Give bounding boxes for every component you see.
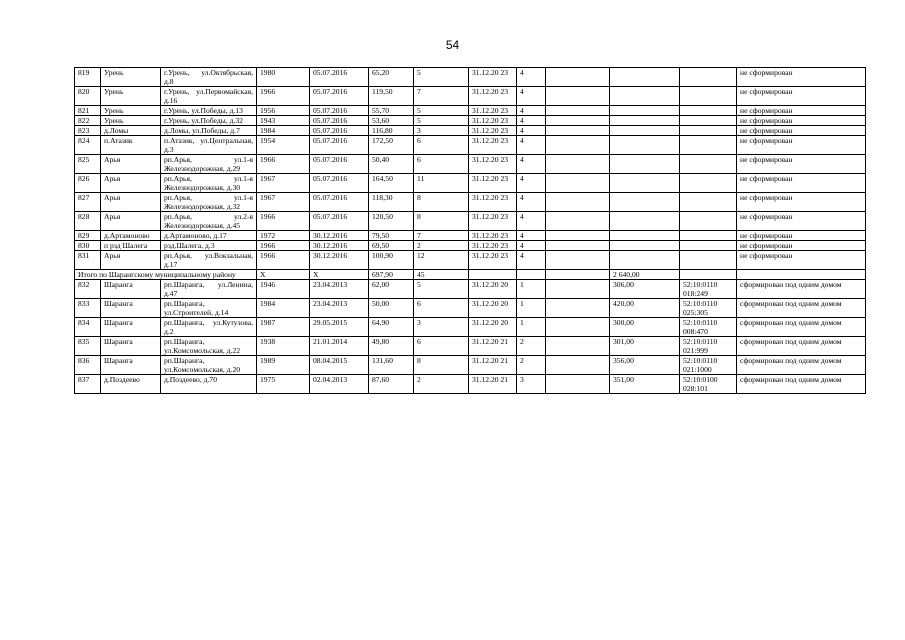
- table-row: [75, 126, 866, 136]
- cell-land-status: сформирован под одним домом: [737, 280, 866, 299]
- cell-stage: 2: [517, 356, 546, 375]
- cell-area: 79,50: [369, 231, 414, 241]
- cell-area: 87,60: [369, 375, 414, 394]
- total-row-date: Х: [310, 270, 369, 280]
- cell-stage: 4: [517, 155, 546, 174]
- cell-build-year: 1980: [257, 68, 310, 87]
- cell-stage: 1: [517, 318, 546, 337]
- cell-build-year: 1956: [257, 106, 310, 116]
- cell-build-year: 1987: [257, 318, 310, 337]
- cell-cadastral-number: 52:10:0110 018:249: [680, 280, 737, 299]
- total-row: [75, 270, 866, 280]
- cell-land-status: сформирован под одним домом: [737, 299, 866, 318]
- cell-amount: 301,00: [610, 337, 680, 356]
- cell-build-year: 1954: [257, 136, 310, 155]
- cell-land-status: не сформирован: [737, 126, 866, 136]
- cell-land-status: не сформирован: [737, 155, 866, 174]
- cell-amount: [610, 241, 680, 251]
- page-number: 54: [445, 38, 460, 52]
- cell-address: г.Урень, ул.Победы, д.32: [161, 116, 257, 126]
- cell-settlement: д.Поздеево: [101, 375, 161, 394]
- table-row: [75, 251, 866, 270]
- cell-address: д.Поздеево, д.70: [161, 375, 257, 394]
- cell-amount: [610, 136, 680, 155]
- table-row: [75, 299, 866, 318]
- cell-residents: 2: [414, 241, 469, 251]
- cell-settlement: Урень: [101, 68, 161, 87]
- cell-address: г.Урень, ул.Первомайская, д.16: [161, 87, 257, 106]
- cell-deadline: 31.12.20 23: [469, 68, 517, 87]
- cell-stage: 4: [517, 116, 546, 126]
- cell-deadline: 31.12.20 23: [469, 126, 517, 136]
- cell-residents: 6: [414, 337, 469, 356]
- table-row: [75, 231, 866, 241]
- cell-settlement: д.Ломы: [101, 126, 161, 136]
- cell-area: 172,50: [369, 136, 414, 155]
- table-body-total: [75, 270, 866, 280]
- cell-build-year: 1966: [257, 241, 310, 251]
- cell-address: рп.Шаранга, ул.Строителей, д.14: [161, 299, 257, 318]
- cell-stage: 4: [517, 251, 546, 270]
- cell-recognition-date: 05.07.2016: [310, 126, 369, 136]
- cell-residents: 12: [414, 251, 469, 270]
- cell-residents: 8: [414, 356, 469, 375]
- cell-amount: 420,00: [610, 299, 680, 318]
- cell-address: рп.Шаранга, ул.Ленина, д.47: [161, 280, 257, 299]
- cell-cadastral-number: [680, 241, 737, 251]
- cell-recognition-date: 21.01.2014: [310, 337, 369, 356]
- cell-build-year: 1966: [257, 87, 310, 106]
- cell-cadastral-number: [680, 193, 737, 212]
- cell-settlement: Урень: [101, 106, 161, 116]
- cell-area: 120,50: [369, 212, 414, 231]
- cell-residents: 5: [414, 106, 469, 116]
- cell-area: 49,80: [369, 337, 414, 356]
- cell-address: рзд.Шалега, д.3: [161, 241, 257, 251]
- table-row: [75, 193, 866, 212]
- cell-settlement: Шаранга: [101, 356, 161, 375]
- cell-deadline: 31.12.20 21: [469, 375, 517, 394]
- cell-empty-cell: [546, 241, 610, 251]
- cell-stage: 4: [517, 241, 546, 251]
- cell-cadastral-number: [680, 68, 737, 87]
- cell-cadastral-number: [680, 106, 737, 116]
- cell-cadastral-number: 52:10:0110 025:305: [680, 299, 737, 318]
- cell-cadastral-number: [680, 87, 737, 106]
- cell-row-number: 823: [75, 126, 101, 136]
- cell-area: 50,40: [369, 155, 414, 174]
- cell-deadline: 31.12.20 23: [469, 212, 517, 231]
- cell-cadastral-number: 52:10:0110 008:470: [680, 318, 737, 337]
- cell-stage: 4: [517, 193, 546, 212]
- cell-residents: 7: [414, 231, 469, 241]
- table-row: [75, 106, 866, 116]
- table-row: [75, 337, 866, 356]
- cell-cadastral-number: 52:10:0110 021:1000: [680, 356, 737, 375]
- cell-land-status: не сформирован: [737, 116, 866, 126]
- cell-land-status: сформирован под одним домом: [737, 356, 866, 375]
- cell-address: рп.Арья, ул.1-я Железнодорожная, д.30: [161, 174, 257, 193]
- cell-settlement: Арья: [101, 193, 161, 212]
- cell-land-status: не сформирован: [737, 136, 866, 155]
- cell-empty-cell: [546, 356, 610, 375]
- cell-residents: 5: [414, 116, 469, 126]
- cell-row-number: 830: [75, 241, 101, 251]
- cell-recognition-date: 05.07.2016: [310, 136, 369, 155]
- table-row: [75, 318, 866, 337]
- cell-deadline: 31.12.20 20: [469, 318, 517, 337]
- cell-land-status: не сформирован: [737, 231, 866, 241]
- cell-stage: 4: [517, 136, 546, 155]
- cell-residents: 8: [414, 212, 469, 231]
- cell-row-number: 832: [75, 280, 101, 299]
- cell-cadastral-number: [680, 251, 737, 270]
- cell-deadline: 31.12.20 23: [469, 106, 517, 116]
- table-row: [75, 87, 866, 106]
- cell-recognition-date: 02.04.2013: [310, 375, 369, 394]
- total-row-area: 697,90: [369, 270, 414, 280]
- cell-build-year: 1984: [257, 126, 310, 136]
- cell-row-number: 826: [75, 174, 101, 193]
- cell-deadline: 31.12.20 21: [469, 356, 517, 375]
- cell-row-number: 828: [75, 212, 101, 231]
- cell-residents: 7: [414, 87, 469, 106]
- cell-area: 119,50: [369, 87, 414, 106]
- cell-row-number: 825: [75, 155, 101, 174]
- cell-amount: [610, 155, 680, 174]
- cell-deadline: 31.12.20 20: [469, 280, 517, 299]
- cell-settlement: Урень: [101, 116, 161, 126]
- cell-stage: 4: [517, 68, 546, 87]
- cell-stage: 2: [517, 337, 546, 356]
- table-row: [75, 280, 866, 299]
- cell-recognition-date: 05.07.2016: [310, 87, 369, 106]
- total-row-empty-cell: [546, 270, 610, 280]
- cell-deadline: 31.12.20 23: [469, 136, 517, 155]
- cell-stage: 4: [517, 106, 546, 116]
- cell-residents: 5: [414, 280, 469, 299]
- cell-settlement: Арья: [101, 251, 161, 270]
- cell-area: 62,00: [369, 280, 414, 299]
- cell-settlement: п рзд Шалега: [101, 241, 161, 251]
- cell-amount: [610, 251, 680, 270]
- cell-land-status: сформирован под одним домом: [737, 318, 866, 337]
- cell-settlement: Шаранга: [101, 280, 161, 299]
- table-row: [75, 212, 866, 231]
- cell-cadastral-number: 52:10:0100 028:101: [680, 375, 737, 394]
- table-row: [75, 136, 866, 155]
- cell-deadline: 31.12.20 23: [469, 174, 517, 193]
- total-row-people: 45: [414, 270, 469, 280]
- cell-row-number: 824: [75, 136, 101, 155]
- cell-land-status: сформирован под одним домом: [737, 375, 866, 394]
- cell-recognition-date: 23.04.2013: [310, 299, 369, 318]
- cell-row-number: 821: [75, 106, 101, 116]
- cell-stage: 4: [517, 126, 546, 136]
- cell-stage: 1: [517, 280, 546, 299]
- cell-deadline: 31.12.20 23: [469, 241, 517, 251]
- cell-land-status: не сформирован: [737, 68, 866, 87]
- cell-recognition-date: 23.04.2013: [310, 280, 369, 299]
- cell-land-status: не сформирован: [737, 193, 866, 212]
- cell-empty-cell: [546, 375, 610, 394]
- cell-empty-cell: [546, 337, 610, 356]
- cell-build-year: 1989: [257, 356, 310, 375]
- cell-settlement: Шаранга: [101, 337, 161, 356]
- cell-stage: 1: [517, 299, 546, 318]
- cell-cadastral-number: [680, 174, 737, 193]
- cell-empty-cell: [546, 116, 610, 126]
- cell-row-number: 820: [75, 87, 101, 106]
- cell-area: 53,60: [369, 116, 414, 126]
- cell-residents: 5: [414, 68, 469, 87]
- cell-settlement: Арья: [101, 212, 161, 231]
- cell-address: д.Артамоново, д.17: [161, 231, 257, 241]
- cell-empty-cell: [546, 106, 610, 116]
- cell-residents: 6: [414, 155, 469, 174]
- cell-empty-cell: [546, 251, 610, 270]
- cell-land-status: не сформирован: [737, 251, 866, 270]
- total-row-year: Х: [257, 270, 310, 280]
- cell-empty-cell: [546, 231, 610, 241]
- cell-empty-cell: [546, 212, 610, 231]
- cell-amount: [610, 126, 680, 136]
- cell-area: 65,20: [369, 68, 414, 87]
- total-row-amount: 2 640,00: [610, 270, 680, 280]
- housing-registry-table: [74, 67, 866, 394]
- cell-recognition-date: 30.12.2016: [310, 251, 369, 270]
- cell-settlement: Шаранга: [101, 318, 161, 337]
- cell-row-number: 833: [75, 299, 101, 318]
- cell-empty-cell: [546, 68, 610, 87]
- cell-area: 55,70: [369, 106, 414, 116]
- cell-build-year: 1966: [257, 251, 310, 270]
- cell-empty-cell: [546, 136, 610, 155]
- cell-land-status: не сформирован: [737, 212, 866, 231]
- cell-amount: 356,00: [610, 356, 680, 375]
- cell-land-status: не сформирован: [737, 87, 866, 106]
- cell-empty-cell: [546, 299, 610, 318]
- cell-cadastral-number: [680, 126, 737, 136]
- cell-amount: [610, 174, 680, 193]
- cell-residents: 2: [414, 375, 469, 394]
- cell-stage: 4: [517, 231, 546, 241]
- cell-recognition-date: 05.07.2016: [310, 116, 369, 126]
- cell-recognition-date: 30.12.2016: [310, 241, 369, 251]
- cell-recognition-date: 05.07.2016: [310, 68, 369, 87]
- cell-address: рп.Арья, ул.2-я Железнодорожная, д.45: [161, 212, 257, 231]
- cell-residents: 11: [414, 174, 469, 193]
- cell-amount: [610, 212, 680, 231]
- table-row: [75, 241, 866, 251]
- total-row-empty-cell: [469, 270, 517, 280]
- cell-address: рп.Шаранга, ул.Комсомольская, д.20: [161, 356, 257, 375]
- cell-address: рп.Арья, ул.1-я Железнодорожная, д.29: [161, 155, 257, 174]
- total-row-empty-cell: [737, 270, 866, 280]
- cell-stage: 3: [517, 375, 546, 394]
- cell-deadline: 31.12.20 23: [469, 116, 517, 126]
- cell-recognition-date: 05.07.2016: [310, 174, 369, 193]
- cell-build-year: 1975: [257, 375, 310, 394]
- table-row: [75, 116, 866, 126]
- cell-row-number: 827: [75, 193, 101, 212]
- cell-amount: 351,00: [610, 375, 680, 394]
- cell-recognition-date: 05.07.2016: [310, 193, 369, 212]
- cell-amount: [610, 87, 680, 106]
- cell-land-status: не сформирован: [737, 106, 866, 116]
- cell-cadastral-number: [680, 155, 737, 174]
- cell-area: 116,80: [369, 126, 414, 136]
- cell-empty-cell: [546, 280, 610, 299]
- table-row: [75, 155, 866, 174]
- cell-address: г.Урень, ул.Победы, д.13: [161, 106, 257, 116]
- cell-build-year: 1938: [257, 337, 310, 356]
- cell-cadastral-number: [680, 231, 737, 241]
- cell-settlement: Шаранга: [101, 299, 161, 318]
- cell-cadastral-number: [680, 136, 737, 155]
- cell-row-number: 837: [75, 375, 101, 394]
- cell-deadline: 31.12.20 20: [469, 299, 517, 318]
- cell-build-year: 1967: [257, 193, 310, 212]
- cell-address: п.Атазик, ул.Центральная, д.3: [161, 136, 257, 155]
- cell-recognition-date: 29.05.2015: [310, 318, 369, 337]
- cell-area: 131,60: [369, 356, 414, 375]
- cell-deadline: 31.12.20 23: [469, 231, 517, 241]
- cell-empty-cell: [546, 174, 610, 193]
- cell-recognition-date: 05.07.2016: [310, 212, 369, 231]
- cell-settlement: д.Артамоново: [101, 231, 161, 241]
- cell-deadline: 31.12.20 23: [469, 155, 517, 174]
- cell-recognition-date: 05.07.2016: [310, 106, 369, 116]
- table-row: [75, 68, 866, 87]
- cell-build-year: 1984: [257, 299, 310, 318]
- cell-address: рп.Шаранга, ул.Комсомольская, д.22: [161, 337, 257, 356]
- cell-area: 50,00: [369, 299, 414, 318]
- cell-amount: [610, 231, 680, 241]
- cell-deadline: 31.12.20 21: [469, 337, 517, 356]
- cell-cadastral-number: [680, 116, 737, 126]
- cell-residents: 3: [414, 318, 469, 337]
- cell-cadastral-number: [680, 212, 737, 231]
- table-body-before-total: [75, 68, 866, 270]
- total-row-empty-cell: [517, 270, 546, 280]
- cell-address: рп.Шаранга, ул.Кутузова, д.2: [161, 318, 257, 337]
- table-row: [75, 356, 866, 375]
- table-row: [75, 375, 866, 394]
- cell-recognition-date: 05.07.2016: [310, 155, 369, 174]
- cell-empty-cell: [546, 318, 610, 337]
- cell-amount: [610, 106, 680, 116]
- cell-stage: 4: [517, 174, 546, 193]
- cell-empty-cell: [546, 126, 610, 136]
- cell-area: 69,50: [369, 241, 414, 251]
- cell-deadline: 31.12.20 23: [469, 251, 517, 270]
- cell-deadline: 31.12.20 23: [469, 193, 517, 212]
- table-row: [75, 174, 866, 193]
- cell-empty-cell: [546, 87, 610, 106]
- cell-build-year: 1943: [257, 116, 310, 126]
- cell-residents: 3: [414, 126, 469, 136]
- cell-residents: 8: [414, 193, 469, 212]
- cell-build-year: 1966: [257, 155, 310, 174]
- cell-build-year: 1966: [257, 212, 310, 231]
- cell-empty-cell: [546, 193, 610, 212]
- cell-land-status: сформирован под одним домом: [737, 337, 866, 356]
- cell-settlement: Урень: [101, 87, 161, 106]
- cell-settlement: п.Атазик: [101, 136, 161, 155]
- cell-residents: 6: [414, 136, 469, 155]
- cell-amount: [610, 116, 680, 126]
- cell-row-number: 819: [75, 68, 101, 87]
- cell-area: 118,30: [369, 193, 414, 212]
- cell-address: рп.Арья, ул.1-я Железнодорожная, д.32: [161, 193, 257, 212]
- cell-recognition-date: 08.04.2015: [310, 356, 369, 375]
- cell-build-year: 1972: [257, 231, 310, 241]
- cell-settlement: Арья: [101, 174, 161, 193]
- cell-row-number: 831: [75, 251, 101, 270]
- cell-area: 64,90: [369, 318, 414, 337]
- cell-amount: [610, 68, 680, 87]
- cell-build-year: 1946: [257, 280, 310, 299]
- cell-empty-cell: [546, 155, 610, 174]
- cell-land-status: не сформирован: [737, 241, 866, 251]
- cell-deadline: 31.12.20 23: [469, 87, 517, 106]
- cell-build-year: 1967: [257, 174, 310, 193]
- cell-recognition-date: 30.12.2016: [310, 231, 369, 241]
- cell-residents: 6: [414, 299, 469, 318]
- cell-row-number: 822: [75, 116, 101, 126]
- cell-area: 100,90: [369, 251, 414, 270]
- table-body-after-total: [75, 280, 866, 394]
- cell-stage: 4: [517, 212, 546, 231]
- cell-settlement: Арья: [101, 155, 161, 174]
- cell-land-status: не сформирован: [737, 174, 866, 193]
- total-row-empty-cell: [680, 270, 737, 280]
- cell-amount: 306,00: [610, 280, 680, 299]
- total-row-label: Итого по Шарангскому муниципальному району: [75, 270, 257, 280]
- cell-stage: 4: [517, 87, 546, 106]
- cell-area: 164,50: [369, 174, 414, 193]
- cell-row-number: 829: [75, 231, 101, 241]
- cell-cadastral-number: 52:10:0110 021:999: [680, 337, 737, 356]
- cell-row-number: 836: [75, 356, 101, 375]
- cell-address: д.Ломы, ул.Победы, д.7: [161, 126, 257, 136]
- cell-row-number: 835: [75, 337, 101, 356]
- cell-row-number: 834: [75, 318, 101, 337]
- cell-address: рп.Арья, ул.Вокзальная, д.17: [161, 251, 257, 270]
- cell-amount: [610, 193, 680, 212]
- cell-amount: 300,00: [610, 318, 680, 337]
- cell-address: г.Урень, ул.Октябрьская, д.8: [161, 68, 257, 87]
